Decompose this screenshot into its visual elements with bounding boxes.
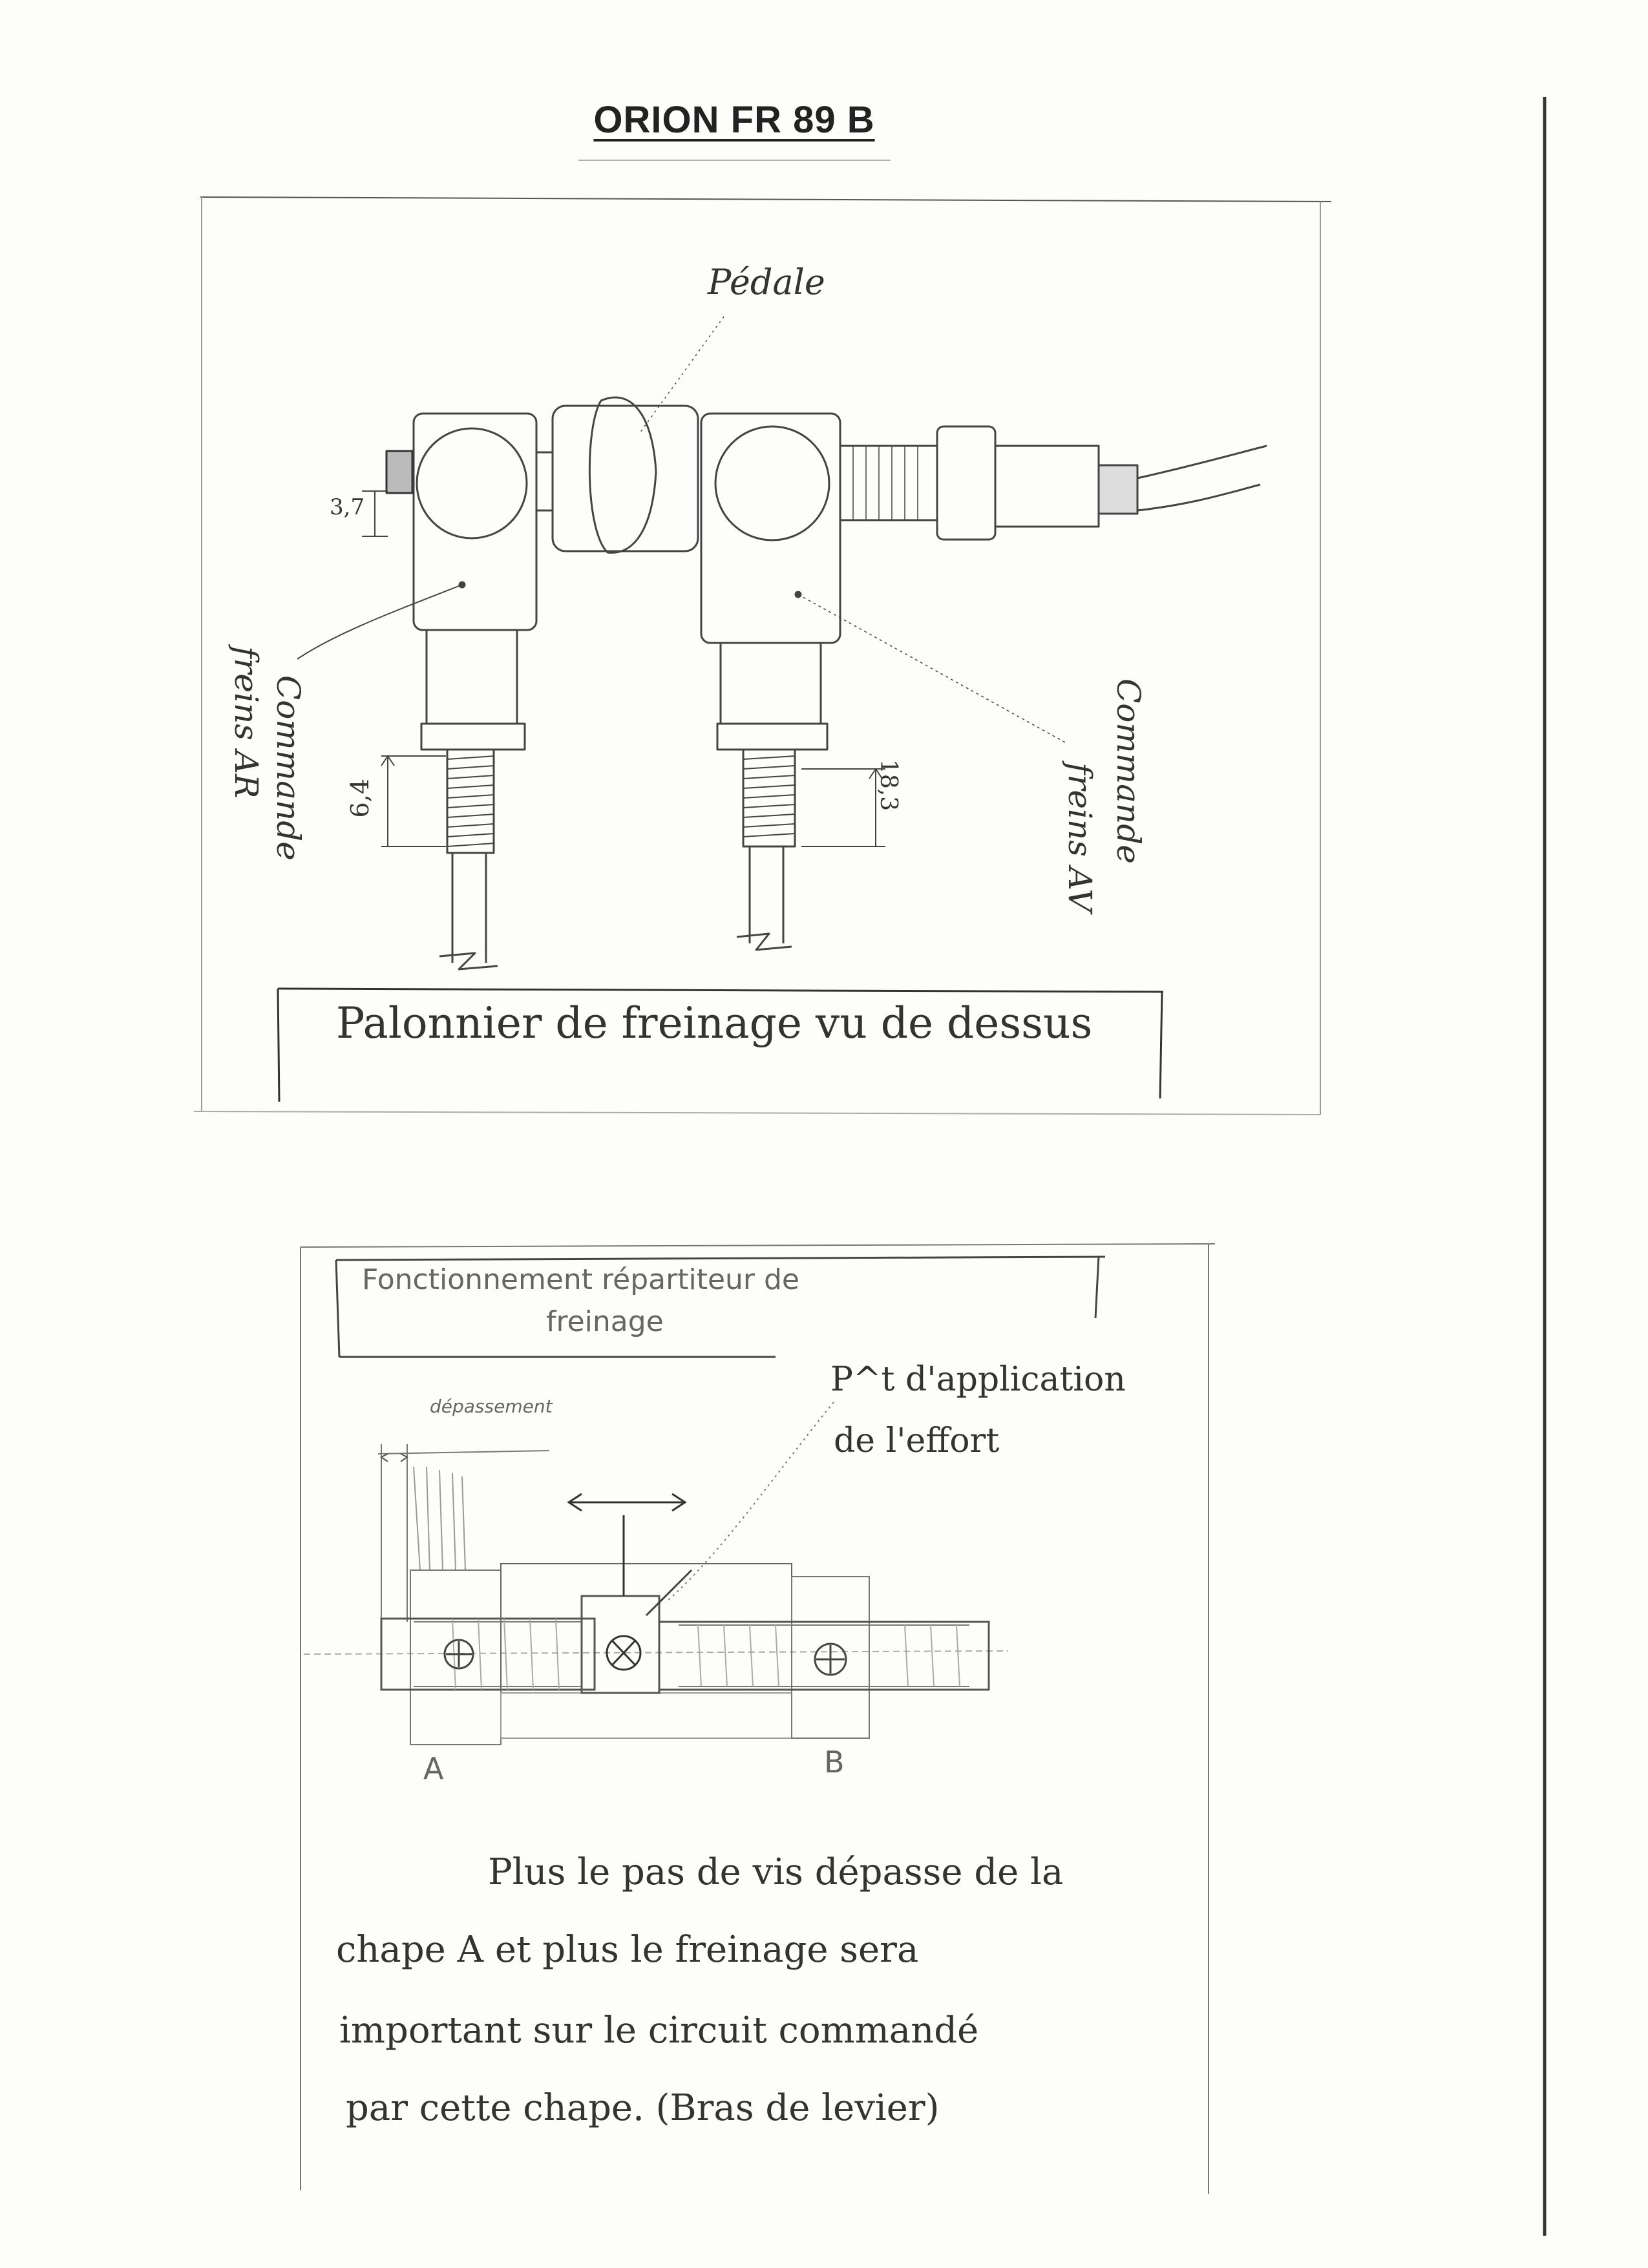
- right-nut: [717, 724, 827, 750]
- right-sleeve: [995, 446, 1099, 527]
- leader-ar: [297, 585, 462, 659]
- pedal-core: [589, 397, 656, 552]
- commande-av-line2: freins AV: [1061, 762, 1099, 912]
- leader-av: [798, 594, 1066, 743]
- note-line-2: chape A et plus le freinage sera: [336, 1929, 919, 1971]
- right-block: [701, 414, 840, 643]
- bottom-caption-line2: freinage: [546, 1305, 664, 1338]
- commande-ar-line2: freins AR: [227, 646, 265, 799]
- left-thread: [447, 750, 494, 853]
- right-cap: [1099, 465, 1137, 514]
- left-rod: [439, 853, 498, 969]
- pedal-cylinder: [553, 406, 698, 551]
- bottom-caption-line1: Fonctionnement répartiteur de: [362, 1263, 799, 1296]
- left-neck: [427, 630, 517, 724]
- cable-lower: [1137, 485, 1260, 510]
- dim-ar-marker: [381, 756, 446, 846]
- label-effort-line1: P^t d'application: [830, 1360, 1126, 1399]
- left-nut: [421, 724, 525, 750]
- right-extension: [840, 446, 937, 520]
- label-effort-line2: de l'effort: [834, 1422, 1000, 1460]
- commande-ar-line1: Commande: [269, 675, 307, 861]
- commande-av-line1: Commande: [1110, 678, 1147, 864]
- right-rod: [737, 846, 792, 950]
- palonnier-drawing: [297, 317, 1267, 969]
- label-point-a: A: [423, 1751, 444, 1786]
- dim-left-marker: [362, 491, 388, 536]
- note-line-3: important sur le circuit commandé: [339, 2010, 979, 2052]
- dim-ar-label: 6,4: [346, 779, 374, 818]
- cable-upper: [1137, 446, 1267, 478]
- top-figure-frame: [194, 197, 1331, 1115]
- left-shim: [386, 451, 412, 493]
- note-line-1: Plus le pas de vis dépasse de la: [488, 1851, 1064, 1893]
- left-block-bore: [417, 428, 527, 538]
- dim-left-label: 3,7: [330, 494, 365, 520]
- right-neck: [721, 643, 821, 724]
- dim-av-label: 18,3: [875, 759, 902, 812]
- label-depassement: dépassement: [430, 1396, 553, 1417]
- label-pedale: Pédale: [708, 262, 825, 302]
- page-title: ORION FR 89 B: [593, 99, 875, 141]
- right-block-bore: [715, 426, 829, 540]
- leader-pedale: [640, 317, 724, 433]
- dim-av-marker: [801, 769, 885, 846]
- label-point-b: B: [824, 1745, 845, 1780]
- right-coupling: [937, 426, 995, 540]
- top-caption: Palonnier de freinage vu de dessus: [336, 998, 1093, 1048]
- note-line-4: par cette chape. (Bras de levier): [346, 2087, 940, 2129]
